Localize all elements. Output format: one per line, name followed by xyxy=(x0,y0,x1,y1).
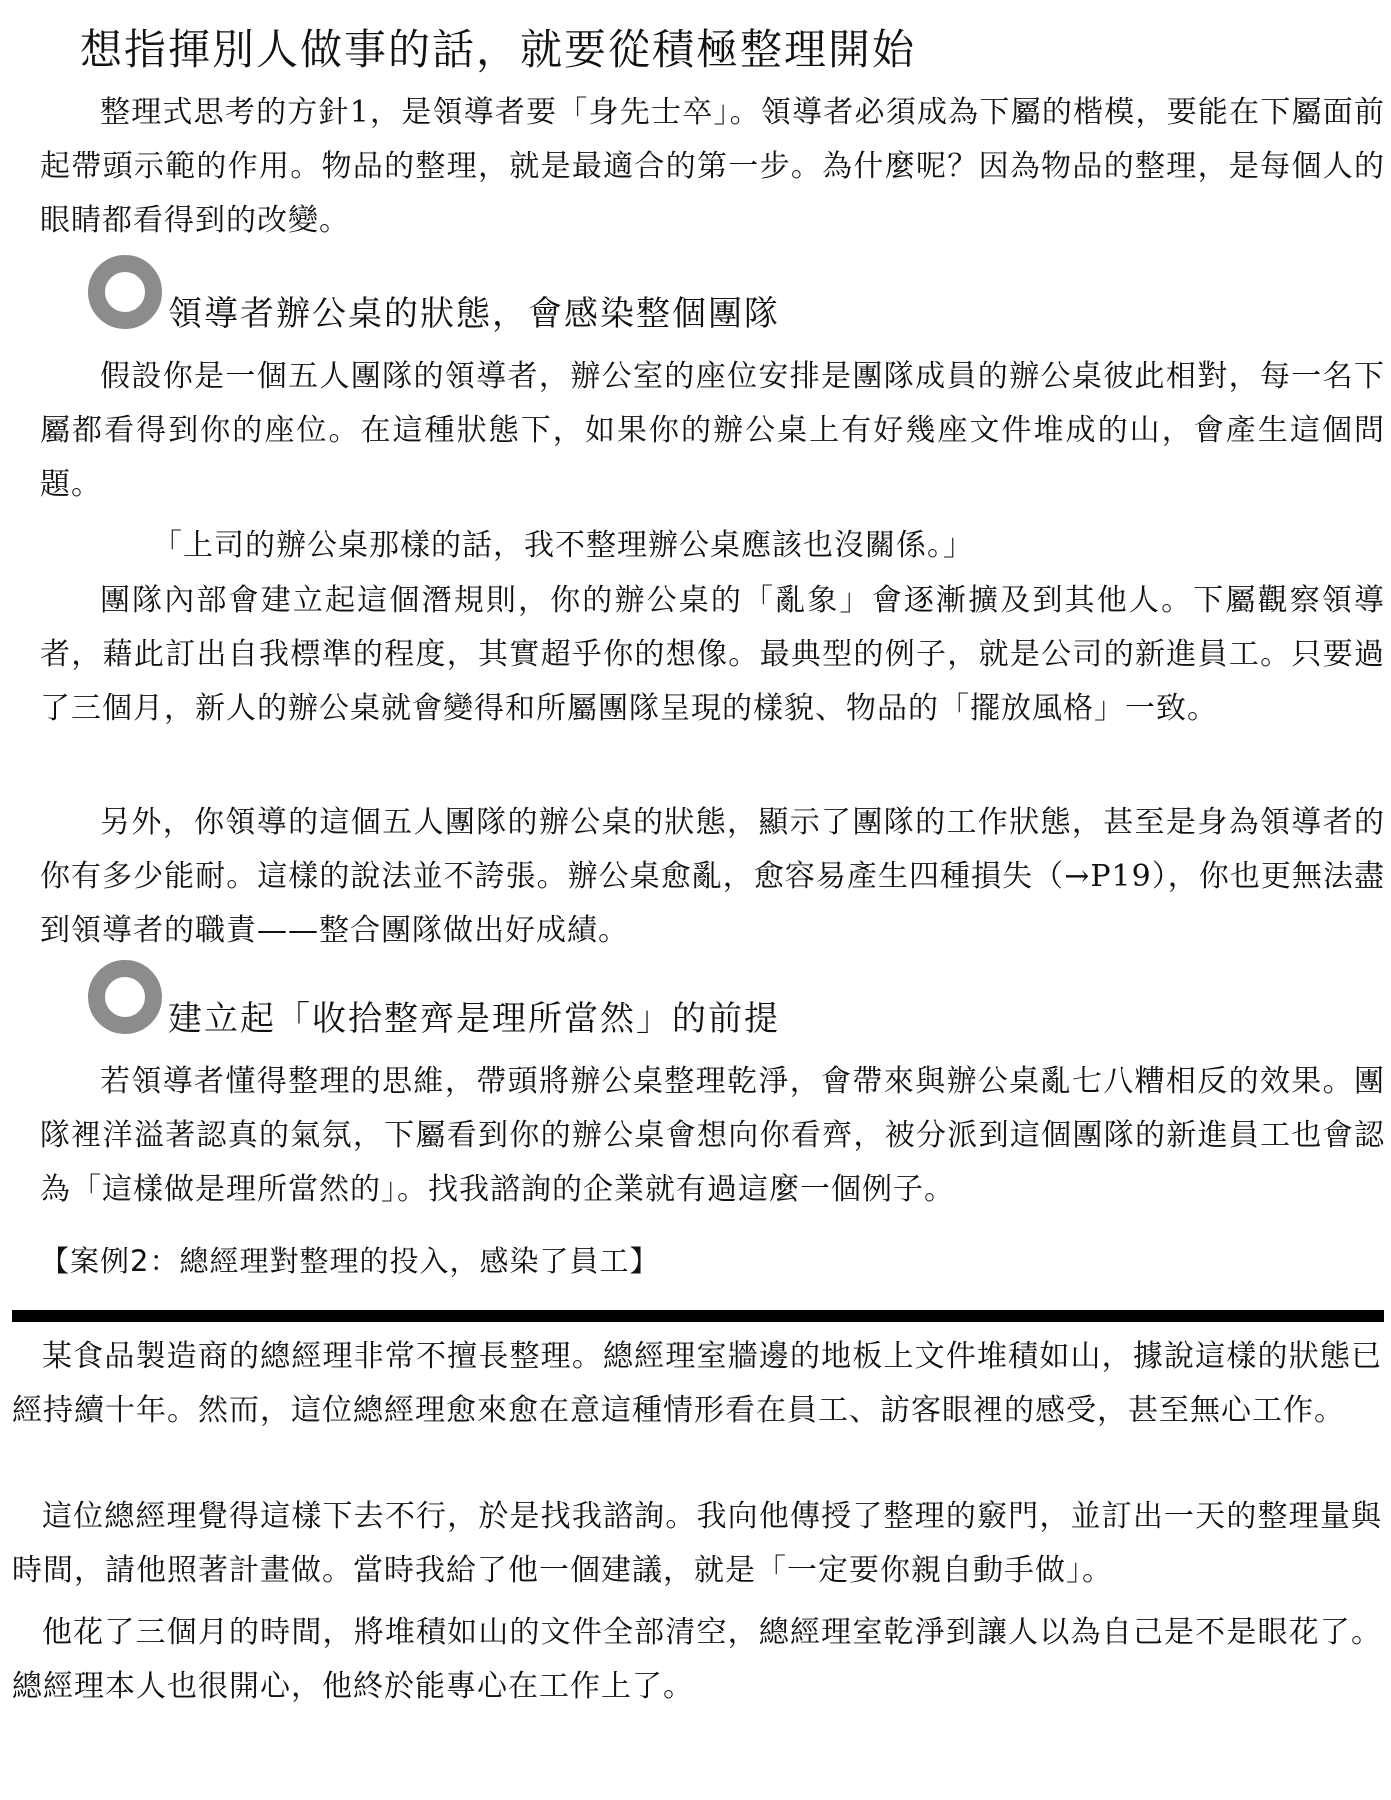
case-paragraph-1: 某食品製造商的總經理非常不擅長整理。總經理室牆邊的地板上文件堆積如山，據說這樣的狀態已經持續十年。然而，這位總經理愈來愈在意這種情形看在員工、訪客眼裡的感受，甚至無心工作。 xyxy=(12,1339,1382,1428)
intro-paragraph: 整理式思考的方針1，是領導者要「身先士卒」。領導者必須成為下屬的楷模，要能在下屬面前起帶頭示範的作用。物品的整理，就是最適合的第一步。為什麼呢？因為物品的整理，是每個人的眼睛都看得到的改變。 xyxy=(40,95,1385,238)
section-heading-2 xyxy=(88,960,1088,1050)
section-heading-1-text: 領導者辦公桌的狀態，會感染整個團隊 xyxy=(168,294,780,334)
circle-bullet-icon xyxy=(88,255,162,329)
section1-paragraph-1: 假設你是一個五人團隊的領導者，辦公室的座位安排是團隊成員的辦公桌彼此相對，每一名下屬都看得到你的座位。在這種狀態下，如果你的辦公桌上有好幾座文件堆成的山，會產生這個問題。 xyxy=(40,359,1385,502)
case-paragraph-3: 他花了三個月的時間，將堆積如山的文件全部清空，總經理室乾淨到讓人以為自己是不是眼花了。總經理本人也很開心，他終於能專心在工作上了。 xyxy=(12,1615,1382,1704)
divider xyxy=(12,1310,1384,1322)
page-title: 想指揮別人做事的話，就要從積極整理開始 xyxy=(80,25,917,74)
section1-paragraph-2: 團隊內部會建立起這個潛規則，你的辦公桌的「亂象」會逐漸擴及到其他人。下屬觀察領導者，藉此訂出自我標準的程度，其實超乎你的想像。最典型的例子，就是公司的新進員工。只要過了三個月，新人的辦公桌就會變得和所屬團隊呈現的樣貌、物品的「擺放風格」一致。 xyxy=(40,583,1385,726)
section-heading-1 xyxy=(88,255,1088,345)
case-paragraph-2: 這位總經理覺得這樣下去不行，於是找我諮詢。我向他傳授了整理的竅門，並訂出一天的整理量與時間，請他照著計畫做。當時我給了他一個建議，就是「一定要你親自動手做」。 xyxy=(12,1499,1382,1588)
section-heading-2-text: 建立起「收拾整齊是理所當然」的前提 xyxy=(168,999,780,1039)
section2-paragraph-1: 若領導者懂得整理的思維，帶頭將辦公桌整理乾淨，會帶來與辦公桌亂七八糟相反的效果。團隊裡洋溢著認真的氣氛，下屬看到你的辦公桌會想向你看齊，被分派到這個團隊的新進員工也會認為「這樣做是理所當然的」。找我諮詢的企業就有過這麼一個例子。 xyxy=(40,1064,1385,1207)
section1-paragraph-3: 另外，你領導的這個五人團隊的辦公桌的狀態，顯示了團隊的工作狀態，甚至是身為領導者的你有多少能耐。這樣的說法並不誇張。辦公桌愈亂，愈容易產生四種損失（→P19），你也更無法盡到領導者的職責——整合團隊做出好成績。 xyxy=(40,805,1385,948)
section1-quote: 「上司的辦公桌那樣的話，我不整理辦公桌應該也沒關係。」 xyxy=(152,528,974,563)
circle-bullet-icon xyxy=(88,960,162,1034)
case-label: 【案例2：總經理對整理的投入，感染了員工】 xyxy=(40,1244,660,1278)
